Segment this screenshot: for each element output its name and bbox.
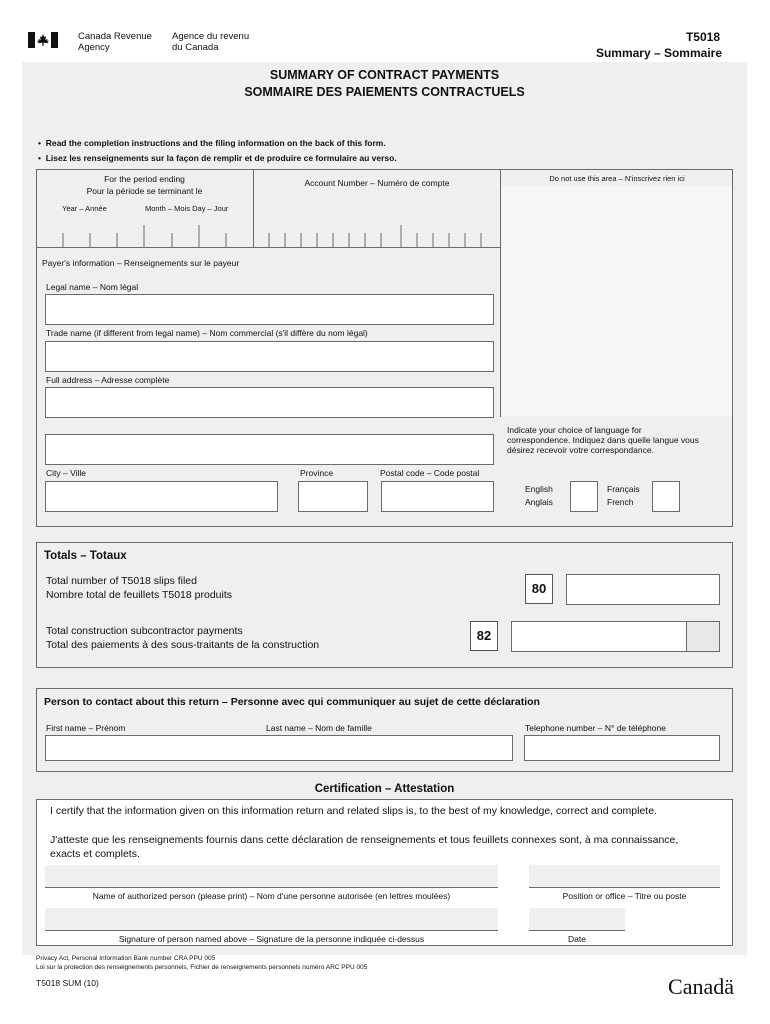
authorized-name-line xyxy=(45,887,498,888)
address-line2-input[interactable] xyxy=(45,434,494,465)
agency-name-fr: Agence du revenu du Canada xyxy=(172,31,250,53)
period-date-input[interactable] xyxy=(36,225,253,247)
address-line1-input[interactable] xyxy=(45,387,494,418)
signature-input[interactable] xyxy=(45,908,498,930)
certification-statement-fr: J'atteste que les renseignements fournis dans cette déclaration de renseignements et tous feuillets connexes sont, à ma connaissance, exacts et complets. xyxy=(50,834,679,860)
form-id: T5018 SUM (10) xyxy=(36,978,99,988)
certification-statement-en: I certify that the information given on this information return and related slips is, to the best of my knowledge, correct and complete. xyxy=(50,805,657,817)
legal-name-label: Legal name – Nom légal xyxy=(46,282,139,292)
title-en: SUMMARY OF CONTRACT PAYMENTS xyxy=(269,68,500,82)
privacy-line-1-text: Privacy Act, Personal Information Bank number CRA PPU 005 xyxy=(36,955,216,962)
agency-name-en: Canada Revenue Agency xyxy=(78,31,152,53)
authorized-name-label: Name of authorized person (please print) – Nom d'une personne autorisée (en lettres moulées) xyxy=(92,891,451,901)
slips-total-input[interactable] xyxy=(566,574,720,605)
payments-label-fr: Total des paiements à des sous-traitants de la construction xyxy=(46,639,320,651)
position-input[interactable] xyxy=(529,865,720,887)
payments-dollars-input[interactable] xyxy=(511,621,687,652)
authorized-name-input[interactable] xyxy=(45,865,498,887)
contact-name-input[interactable] xyxy=(45,735,513,761)
period-month-day-label: Month – Mois Day – Jour xyxy=(145,204,229,213)
canada-wordmark: Canadä xyxy=(668,974,734,999)
french-label: French xyxy=(607,497,634,507)
office-use-area xyxy=(502,186,732,416)
totals-heading: Totals – Totaux xyxy=(44,550,127,562)
payer-section-label: Payer's information – Renseignements sur le payeur xyxy=(42,258,240,268)
divider-right-column xyxy=(500,169,501,417)
english-checkbox[interactable] xyxy=(570,481,598,512)
signature-label: Signature of person named above – Signature de la personne indiquée ci-dessus xyxy=(118,934,425,944)
anglais-label: Anglais xyxy=(525,497,553,507)
account-number-label: Account Number – Numéro de compte xyxy=(304,178,450,188)
slips-label-en: Total number of T5018 slips filed xyxy=(46,575,197,587)
payments-cents-input[interactable] xyxy=(686,621,720,652)
last-name-label: Last name – Nom de famille xyxy=(266,723,372,733)
telephone-label: Telephone number – N° de téléphone xyxy=(525,723,666,733)
period-year-label: Year – Année xyxy=(62,204,107,213)
signature-line xyxy=(45,930,498,931)
office-use-label: Do not use this area – N'inscrivez rien ici xyxy=(549,174,685,183)
instruction-fr-text: Lisez les renseignements sur la façon de remplir et de produire ce formulaire au verso. xyxy=(45,153,397,163)
province-label: Province xyxy=(300,468,334,478)
privacy-line-1 xyxy=(36,955,536,963)
title-fr: SOMMAIRE DES PAIEMENTS CONTRACTUELS xyxy=(244,85,525,99)
instruction-fr: • Lisez les renseignements sur la façon de remplir et de produire ce formulaire au verso. xyxy=(38,153,397,163)
form-code: T5018 xyxy=(685,30,720,44)
instruction-en: • Read the completion instructions and the filing information on the back of this form. xyxy=(38,138,386,148)
period-label-fr: Pour la période se terminant le xyxy=(86,186,203,196)
date-input[interactable] xyxy=(529,908,625,930)
payments-box-code: 82 xyxy=(470,621,498,651)
legal-name-input[interactable] xyxy=(45,294,494,325)
province-input[interactable] xyxy=(298,481,368,512)
position-line xyxy=(529,887,720,888)
form-summary: Summary – Sommaire xyxy=(595,46,722,60)
period-date-ticks xyxy=(36,225,253,247)
certification-heading: Certification – Attestation xyxy=(314,783,455,795)
slips-label-fr: Nombre total de feuillets T5018 produits xyxy=(46,589,232,601)
postal-code-label: Postal code – Code postal xyxy=(380,468,480,478)
contact-heading: Person to contact about this return – Personne avec qui communiquer au sujet de cette déclaration xyxy=(44,696,540,708)
trade-name-input[interactable] xyxy=(45,341,494,372)
instruction-en-text: Read the completion instructions and the filing information on the back of this form. xyxy=(45,138,386,148)
date-line xyxy=(529,930,625,931)
position-label: Position or office – Titre ou poste xyxy=(562,891,687,901)
trade-name-label: Trade name (if different from legal name) – Nom commercial (s'il diffère du nom légal) xyxy=(46,328,368,338)
privacy-line-2-text: Loi sur la protection des renseignements personnels, Fichier de renseignements personnels numéro ARC PPU 005 xyxy=(36,964,368,971)
english-label: English xyxy=(525,484,553,494)
telephone-input[interactable] xyxy=(524,735,720,761)
full-address-label: Full address – Adresse complète xyxy=(46,375,170,385)
slips-box-code: 80 xyxy=(525,574,553,604)
account-number-input[interactable] xyxy=(253,225,501,247)
language-note: Indicate your choice of language for correspondence. Indiquez dans quelle langue vous désirez recevoir votre correspondance. xyxy=(507,425,699,455)
date-label: Date xyxy=(568,934,586,944)
first-name-label: First name – Prénom xyxy=(46,723,126,733)
french-checkbox[interactable] xyxy=(652,481,680,512)
period-label-en: For the period ending xyxy=(104,174,185,184)
francais-label: Français xyxy=(607,484,640,494)
privacy-line-2 xyxy=(36,964,596,972)
payments-label-en: Total construction subcontractor payments xyxy=(46,625,243,637)
postal-code-input[interactable] xyxy=(381,481,494,512)
city-label: City – Ville xyxy=(46,468,86,478)
canada-flag-icon xyxy=(28,32,58,48)
account-number-ticks xyxy=(253,225,501,247)
city-input[interactable] xyxy=(45,481,278,512)
divider-under-ids xyxy=(36,247,501,248)
